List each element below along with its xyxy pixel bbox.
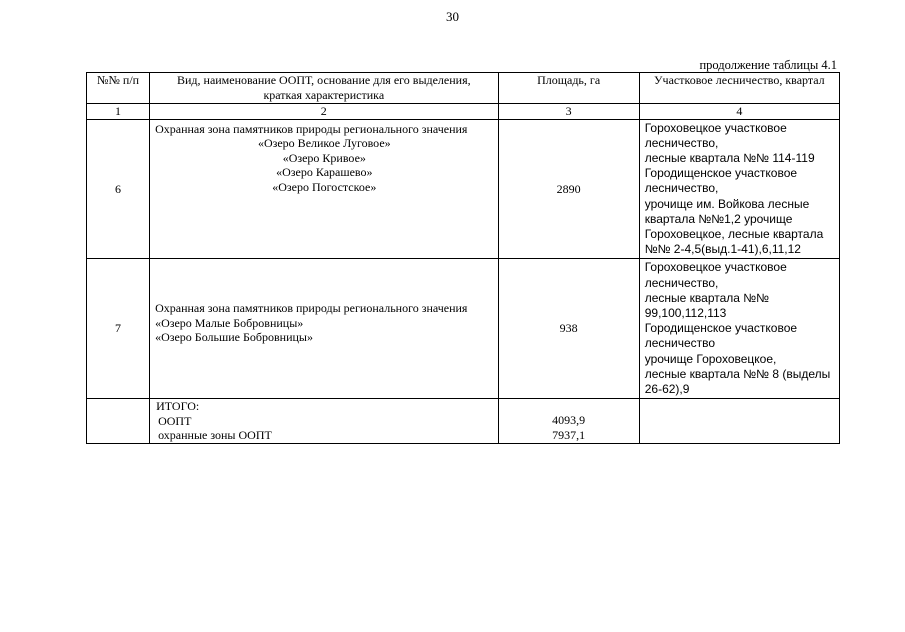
location-line: Гороховецкое участковое — [644, 120, 787, 135]
totals-location-cell — [639, 399, 839, 444]
location-line: лесничество — [644, 336, 716, 351]
row-location — [639, 259, 839, 399]
totals-row — [87, 399, 840, 444]
location-line: Городищенское участковое — [644, 321, 798, 336]
location-line: Гороховецкое, лесные квартала — [644, 226, 824, 241]
row-number: 7 — [87, 259, 150, 399]
header-area: Площадь, га — [498, 73, 639, 104]
location-line: лесничество, — [644, 135, 719, 150]
description-line: «Озеро Карашево» — [276, 165, 373, 179]
location-line: Гороховецкое участковое — [644, 260, 787, 275]
totals-label: ИТОГО: — [156, 399, 200, 414]
totals-area — [498, 399, 639, 444]
location-line: урочище Гороховецкое, — [644, 351, 777, 366]
column-number-row — [87, 104, 840, 120]
header-number: №№ п/п — [87, 73, 150, 104]
location-line: лесные квартала №№ 114-119 — [644, 150, 815, 165]
location-line: урочище им. Войкова лесные — [644, 196, 810, 211]
location-line: квартала №№1,2 урочище — [644, 211, 793, 226]
totals-number-cell — [87, 399, 150, 444]
location-line: лесные квартала №№ 8 (выделы — [644, 366, 831, 381]
description-line: «Озеро Погостское» — [272, 179, 377, 194]
totals-item-name: ООПТ — [158, 413, 192, 428]
header-description-line2: краткая характеристика — [263, 87, 385, 102]
column-number: 1 — [87, 104, 150, 120]
location-line: 99,100,112,113 — [644, 305, 727, 320]
row-area: 938 — [498, 259, 639, 399]
table-row — [87, 259, 840, 399]
location-line: 26-62),9 — [644, 381, 690, 396]
table-row — [87, 119, 840, 259]
row-area: 2890 — [498, 119, 639, 259]
row-number: 6 — [87, 119, 150, 259]
row-location — [639, 119, 839, 259]
column-number: 2 — [150, 104, 498, 120]
description-line: «Озеро Великое Луговое» — [257, 136, 391, 150]
page-number: 30 — [446, 9, 459, 24]
table-header-row — [87, 73, 840, 104]
totals-item-name: охранные зоны ООПТ — [158, 428, 272, 443]
row-description — [150, 119, 498, 259]
location-line: лесные квартала №№ — [644, 290, 770, 305]
location-line: Городищенское участковое — [644, 166, 798, 181]
table-continuation-label: продолжение таблицы 4.1 — [699, 58, 837, 72]
description-line: Охранная зона памятников природы регионального значения — [155, 121, 468, 136]
description-line: «Озеро Большие Бобровницы» — [155, 330, 313, 345]
header-description-line1: Вид, наименование ООПТ, основание для его выделения, — [176, 73, 471, 87]
header-location: Участковое лесничество, квартал — [639, 73, 839, 104]
column-number: 4 — [639, 104, 839, 120]
location-line: лесничество, — [644, 181, 719, 196]
row-description — [150, 259, 498, 399]
description-line: «Озеро Малые Бобровницы» — [155, 315, 304, 330]
description-line: «Озеро Кривое» — [282, 150, 366, 165]
location-line: №№ 2-4,5(выд.1-41),6,11,12 — [644, 242, 801, 257]
totals-item-value: 4093,9 — [552, 413, 586, 428]
description-line: Охранная зона памятников природы регионального значения — [155, 301, 468, 316]
totals-item-value: 7937,1 — [552, 427, 586, 442]
oopt-table — [86, 72, 840, 444]
header-description — [150, 73, 498, 104]
totals-description — [150, 399, 498, 444]
column-number: 3 — [498, 104, 639, 120]
location-line: лесничество, — [644, 275, 719, 290]
